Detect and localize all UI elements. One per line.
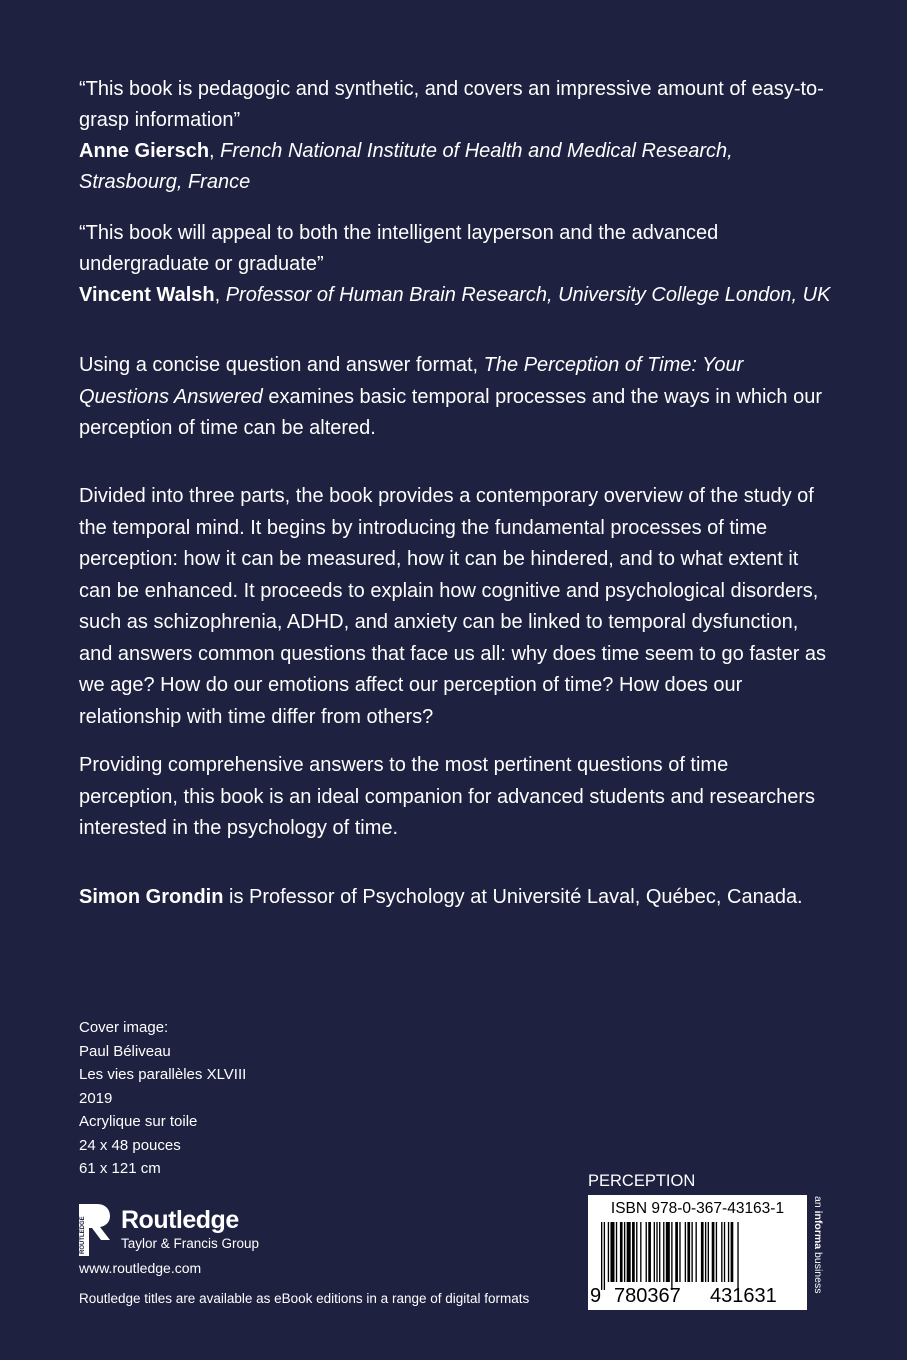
quote-affiliation: Professor of Human Brain Research, University College London, UK (225, 284, 831, 306)
barcode-bar (610, 1222, 614, 1282)
isbn-barcode (588, 1195, 807, 1310)
barcode-bar (666, 1222, 670, 1282)
author-name: Simon Grondin (79, 886, 224, 908)
barcode-bar (620, 1222, 623, 1282)
ebook-note: Routledge titles are available as eBook editions in a range of digital formats (79, 1291, 530, 1306)
barcode-bar (646, 1222, 647, 1282)
barcode-bar (659, 1222, 660, 1282)
credit-line: 61 x 121 cm (79, 1160, 161, 1177)
credit-line: Les vies parallèles XLVIII (79, 1066, 247, 1083)
barcode-bar (701, 1222, 704, 1282)
barcode-bar (616, 1222, 617, 1282)
barcode-bar (601, 1222, 602, 1290)
barcode-bar (663, 1222, 664, 1282)
barcode-bar (685, 1222, 686, 1282)
barcode-bar (604, 1222, 605, 1290)
credit-line: 24 x 48 pouces (79, 1136, 181, 1154)
barcode-bar (712, 1222, 715, 1282)
barcode-bar (716, 1222, 717, 1282)
barcode-bar (624, 1222, 625, 1282)
barcode-bar (632, 1222, 635, 1282)
barcode-bar (708, 1222, 709, 1282)
barcode-digits (588, 1285, 807, 1309)
body-paragraph: Divided into three parts, the book provides a contemporary overview of the study of the temporal mind. It begins by introducing the fundamental processes of time perception: how it can be measured, how it can be hindered, and to what extent it can be enhanced. It proceeds to explain how cognitive and psychological disorders, such as schizophrenia, ADHD, and anxiety can be linked to temporal dysfunction, and answers common questions that face us all: why does time seem to go faster as we age? How do our emotions affect our perception of time? How does our relationship with time differ from others? (79, 485, 827, 728)
quote-author: Vincent Walsh (79, 284, 215, 306)
quote-text: “This book is pedagogic and synthetic, and covers an impressive amount of easy-to-grasp information” (79, 78, 824, 131)
credit-line: Paul Béliveau (79, 1042, 171, 1060)
conclusion-paragraph: Providing comprehensive answers to the most pertinent questions of time perception, this book is an ideal companion for advanced students and researchers interested in the psychology of time. (79, 754, 816, 839)
informa-business-tag: an informa business (812, 1196, 824, 1294)
barcode-bar (705, 1222, 706, 1282)
barcode-bar (687, 1222, 690, 1282)
quote-affiliation: French National Institute of Health and Medical Research, Strasbourg, France (79, 140, 733, 193)
barcode-bar (648, 1222, 651, 1282)
barcode-bar (721, 1222, 722, 1282)
credit-line: Cover image: (79, 1019, 169, 1036)
barcode-bar (737, 1222, 738, 1290)
review-quote-1 (79, 74, 831, 198)
barcode-bar (675, 1222, 678, 1282)
barcode-bar (696, 1222, 697, 1282)
quote-attribution: Vincent Walsh, Professor of Human Brain Research, University College London, UK (79, 284, 831, 306)
author-bio-text: is Professor of Psychology at Université Laval, Québec, Canada. (223, 886, 803, 908)
barcode-bars (601, 1222, 795, 1290)
isbn-number: ISBN 978-0-367-43163-1 (610, 1200, 785, 1217)
barcode-bar (671, 1222, 672, 1290)
cover-credits (79, 1016, 246, 1181)
barcode-bar (636, 1222, 637, 1282)
author-bio (79, 882, 831, 914)
barcode-digit-group: 9 (590, 1285, 602, 1307)
barcode-bar (728, 1222, 729, 1282)
description-intro (79, 350, 831, 445)
intro-paragraph: Using a concise question and answer format, The Perception of Time: Your Questions Answered examines basic temporal processes and the ways in which our perception of time can be altered. (79, 354, 822, 439)
quote-text: “This book will appeal to both the intelligent layperson and the advanced undergraduate or graduate” (79, 222, 719, 275)
book-title: The Perception of Time: Your Questions Answered (79, 354, 744, 408)
credit-line: 2019 (79, 1089, 113, 1107)
barcode-digit-group: 431631 (710, 1285, 777, 1307)
quote-author: Anne Giersch (79, 140, 210, 162)
description-body (79, 481, 831, 733)
credit-line: Acrylique sur toile (79, 1113, 198, 1130)
description-conclusion (79, 750, 831, 845)
barcode-bar (691, 1222, 692, 1282)
barcode-bar (640, 1222, 641, 1282)
barcode-bar (731, 1222, 734, 1282)
publisher-group: Taylor & Francis Group (121, 1236, 260, 1251)
barcode-digit-group: 780367 (614, 1285, 681, 1307)
quote-attribution: Anne Giersch, French National Institute of Health and Medical Research, Strasbourg, France (79, 140, 733, 193)
barcode-bar (679, 1222, 680, 1282)
logo-mark-text: ROUTLEDGE (80, 1216, 86, 1254)
barcode-bar (627, 1222, 631, 1282)
subject-category: PERCEPTION (588, 1172, 696, 1190)
publisher-logo (79, 1204, 279, 1256)
barcode-bar (654, 1222, 655, 1282)
routledge-logo-icon (79, 1204, 111, 1256)
barcode-bar (608, 1222, 609, 1282)
barcode-bar (656, 1222, 657, 1282)
barcode-bar (724, 1222, 725, 1282)
publisher-name: Routledge (121, 1206, 239, 1234)
publisher-url: www.routledge.com (79, 1260, 202, 1276)
review-quote-2 (79, 218, 831, 311)
